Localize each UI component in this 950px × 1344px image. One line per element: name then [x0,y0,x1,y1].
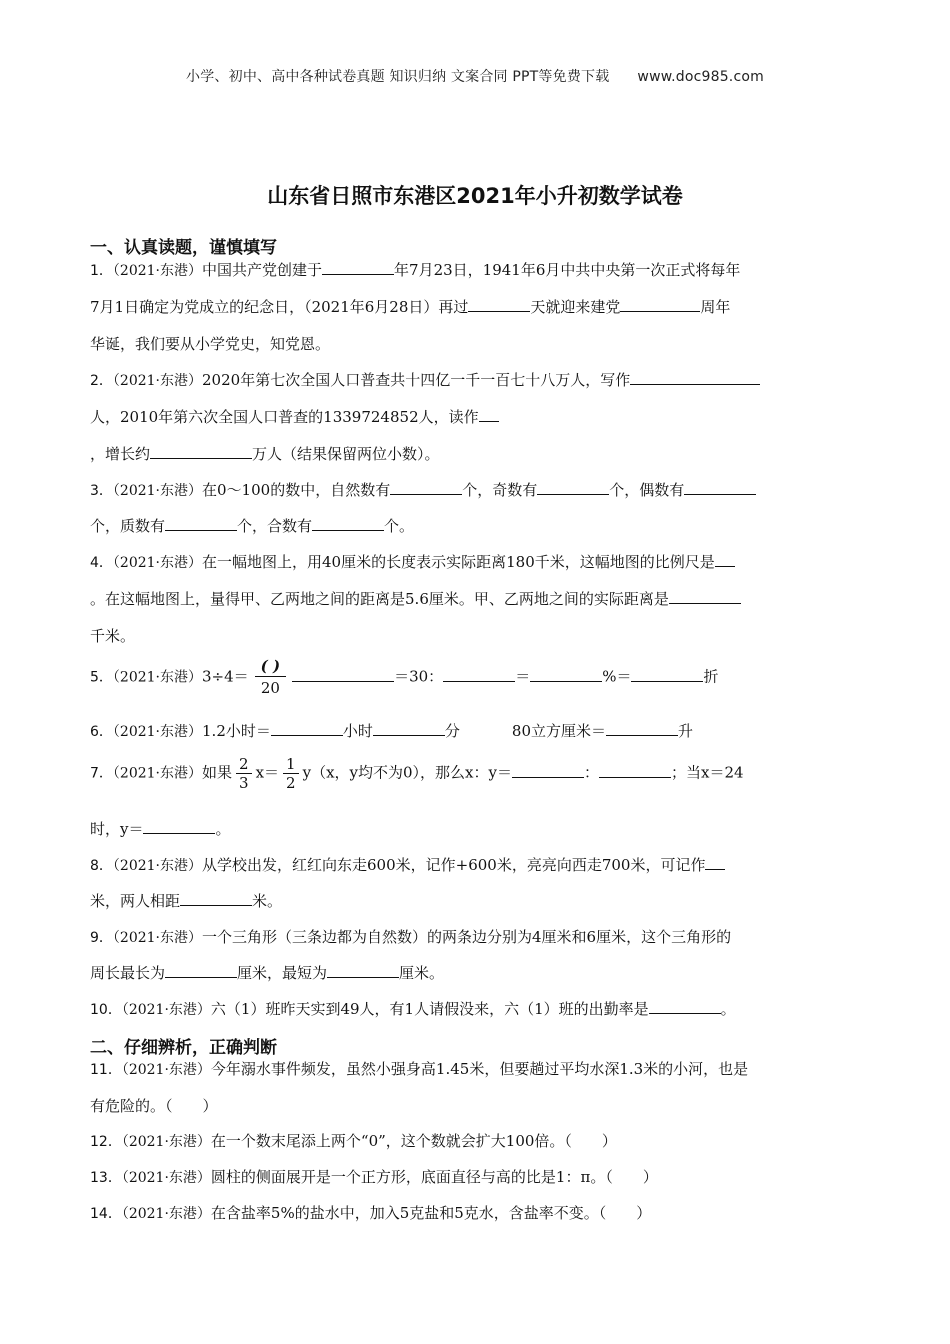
answer-blank[interactable] [165,963,237,978]
page-title: 山东省日照市东港区2021年小升初数学试卷 [267,184,683,208]
question-14: 14．（2021·东港）在含盐率5%的盐水中，加入5克盐和5克水，含盐率不变。（ ） [90,1204,652,1222]
answer-blank[interactable] [468,297,530,312]
answer-blank[interactable] [537,480,609,495]
fraction: $\frac{1}{2}$ [283,755,299,792]
question-8-line-2: 米，两人相距 米。 [90,892,283,910]
answer-blank[interactable] [373,721,445,736]
answer-blank[interactable] [165,516,237,531]
fraction: $\frac{2}{3}$ [236,755,252,792]
question-9: 9．（2021·东港）一个三角形（三条边都为自然数）的两条边分别为4厘米和6厘米，这个三角形的 [90,928,732,946]
question-4-line-3: 千米。 [90,627,136,645]
answer-blank[interactable] [715,552,735,567]
question-12: 12．（2021·东港）在一个数末尾添上两个“0”，这个数就会扩大100倍。（ ） [90,1132,617,1150]
question-10: 10．（2021·东港）六（1）班昨天实到49人，有1人请假没来，六（1）班的出勤率是 。 [90,1000,736,1018]
question-7-line-2: 时，y＝ 。 [90,820,231,838]
question-9-line-2: 周长最长为 厘米，最短为 厘米。 [90,964,445,982]
question-5: 5．（2021·东港）3÷4＝ ( ) 20 ＝30： ＝ %＝ 折 [90,657,719,697]
question-1-line-3: 华诞，我们要从小学党史，知党恩。 [90,335,331,353]
answer-blank[interactable] [312,516,384,531]
question-2-line-3: ，增长约 万人（结果保留两位小数）。 [90,445,440,463]
answer-blank[interactable] [271,721,343,736]
question-1-line-2: 7月1日确定为党成立的纪念日，（2021年6月28日）再过 天就迎来建党 周年 [90,298,731,316]
answer-blank[interactable] [180,891,252,906]
fraction: ( ) 20 [255,656,286,699]
answer-blank[interactable] [390,480,462,495]
page-header [0,66,950,86]
question-3-line-2: 个，质数有 个，合数有 个。 [90,517,415,535]
section-heading-1: 一、认真读题，谨慎填写 [90,238,277,258]
answer-blank[interactable] [322,260,394,275]
answer-blank[interactable] [705,855,725,870]
question-4: 4．（2021·东港）在一幅地图上，用40厘米的长度表示实际距离180千米，这幅地图的比例尺是 [90,551,870,572]
section-heading-2: 二、仔细辨析，正确判断 [90,1038,277,1058]
question-1: 1．（2021·东港）中国共产党创建于 年7月23日，1941年6月中共中央第一次正式将每年 [90,261,741,279]
answer-blank[interactable] [150,444,252,459]
answer-blank[interactable] [143,819,215,834]
answer-blank[interactable] [292,667,394,682]
answer-blank[interactable] [479,407,499,422]
answer-blank[interactable] [606,721,678,736]
question-11: 11．（2021·东港）今年溺水事件频发，虽然小强身高1.45米，但要趟过平均水深1.3米的小河，也是 [90,1060,749,1078]
answer-blank[interactable] [669,589,741,604]
answer-blank[interactable] [684,480,756,495]
question-11-line-2: 有危险的。（ ） [90,1097,218,1115]
answer-blank[interactable] [631,667,703,682]
answer-blank[interactable] [327,963,399,978]
question-2: 2．（2021·东港）2020年第七次全国人口普查共十四亿一千一百七十八万人，写作 [90,369,870,390]
question-8: 8．（2021·东港）从学校出发，红红向东走600米，记作+600米，亮亮向西走700米，可记作 [90,854,870,875]
answer-blank[interactable] [443,667,515,682]
answer-blank[interactable] [530,667,602,682]
answer-blank[interactable] [620,297,700,312]
answer-blank[interactable] [599,763,671,778]
question-2-line-2: 人，2010年第六次全国人口普查的1339724852人，读作 [90,406,870,427]
question-3: 3．（2021·东港）在0～100的数中，自然数有 个，奇数有 个，偶数有 [90,479,870,500]
question-6: 6．（2021·东港）1.2小时＝ 小时 分 80立方厘米＝ 升 [90,722,694,740]
question-13: 13．（2021·东港）圆柱的侧面展开是一个正方形，底面直径与高的比是1：π。（ ） [90,1168,658,1186]
answer-blank[interactable] [630,370,760,385]
header-text: 小学、初中、高中各种试卷真题 知识归纳 文案合同 PPT等免费下载 [186,69,610,85]
header-url[interactable]: www.doc985.com [637,69,764,85]
question-4-line-2: 。在这幅地图上，量得甲、乙两地之间的距离是5.6厘米。甲、乙两地之间的实际距离是 [90,588,870,609]
question-7: 7．（2021·东港）如果 $\frac{2}{3}$ x＝ $\frac{1}{2}$ y（x，y均不为0），那么x：y＝ ： ；当x＝24 [90,755,744,792]
answer-blank[interactable] [512,763,584,778]
answer-blank[interactable] [649,999,721,1014]
